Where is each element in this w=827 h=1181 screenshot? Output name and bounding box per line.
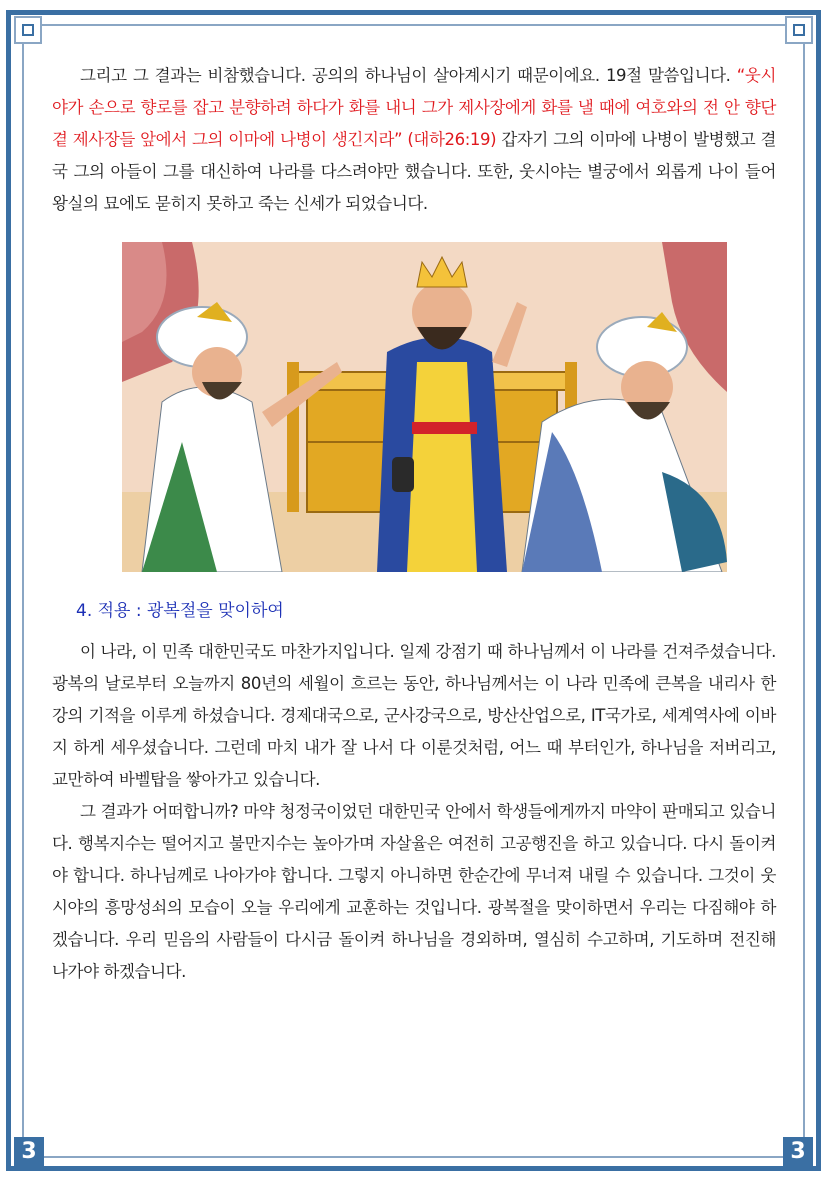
corner-ornament xyxy=(785,16,813,44)
page-number-right: 3 xyxy=(783,1137,813,1167)
scripture-quote: “웃시야가 손으로 향로를 잡고 분향하려 하다가 화를 내니 그가 제사장에게 화를 낼 때에 여호와의 전 안 향단 곁 제사장들 앞에서 그의 이마에 나병이 생긴지라” (대하26:19) xyxy=(52,66,776,149)
paragraph-application: 이 나라, 이 민족 대한민국도 마찬가지입니다. 일제 강점기 때 하나님께서 이 나라를 건져주셨습니다. 광복의 날로부터 오늘까지 80년의 세월이 흐르는 동안, 하나님께서는 이 나라 민족에 큰복을 내리사 한강의 기적을 이루게 하셨습니다. 경제대국으로, 군사강국으로, 방산산업으로, IT국가로, 세계역사에 이바지 하게 세우셨습니다. 그런데 마치 내가 잘 나서 다 이룬것처럼, 어느 때 부터인가, 하나님을 저버리고, 교만하여 바벨탑을 쌓아가고 있습니다. xyxy=(52,642,776,789)
illustration-drawing xyxy=(122,242,727,572)
section-heading: 4. 적용 : 광복절을 맞이하여 xyxy=(76,601,284,621)
paragraph-result xyxy=(52,60,776,220)
page-number-left: 3 xyxy=(14,1137,44,1167)
paragraph-lead: 그리고 그 결과는 비참했습니다. 공의의 하나님이 살아계시기 때문이에요. 19절 말씀입니다. xyxy=(80,66,737,85)
paragraph-conclusion: 그 결과가 어떠합니까? 마약 청정국이었던 대한민국 안에서 학생들에게까지 마약이 판매되고 있습니다. 행복지수는 떨어지고 불만지수는 높아가며 자살율은 여전히 고공행진을 하고 있습니다. 다시 돌이켜야 합니다. 하나님께로 나아가야 합니다. 그렇지 아니하면 한순간에 무너져 내릴 수 있습니다. 그것이 웃시야의 흥망성쇠의 모습이 오늘 우리에게 교훈하는 것입니다. 광복절을 맞이하면서 우리는 다짐해야 하겠습니다. 우리 믿음의 사람들이 다시금 돌이켜 하나님을 경외하며, 열심히 수고하며, 기도하며 전진해 나가야 하겠습니다. xyxy=(52,802,776,981)
corner-ornament xyxy=(14,16,42,44)
illustration-king-uzziah xyxy=(122,242,727,572)
page-content xyxy=(52,60,776,988)
paragraph-tail: 갑자기 그의 이마에 나병이 발병했고 결국 그의 아들이 그를 대신하여 나라를 다스려야만 했습니다. 또한, 웃시야는 별궁에서 외롭게 나이 들어 왕실의 묘에도 묻히지 못하고 죽는 신세가 되었습니다. xyxy=(52,130,776,213)
